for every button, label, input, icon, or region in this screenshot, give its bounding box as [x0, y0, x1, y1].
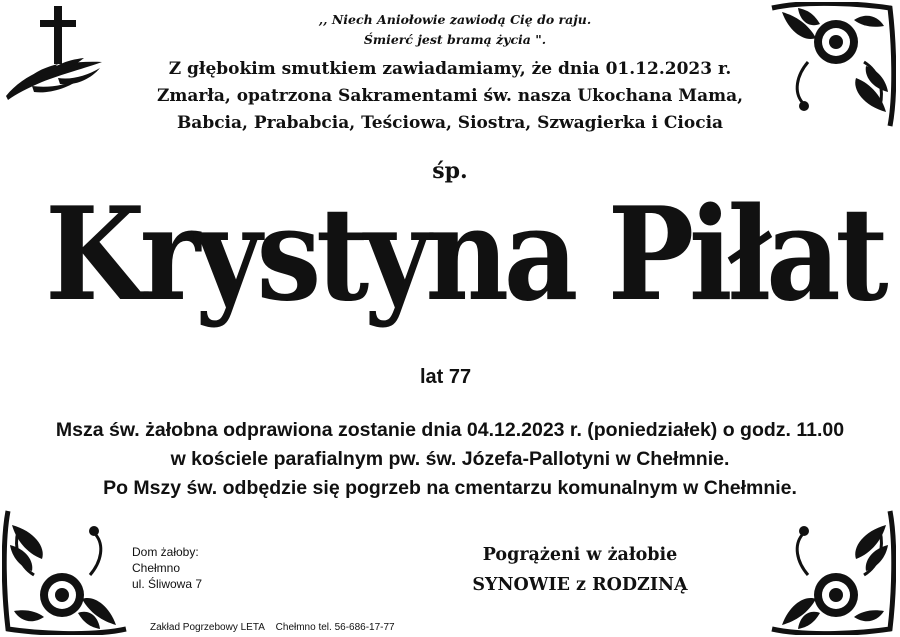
funeral-info-line-2: w kościele parafialnym pw. św. Józefa-Pallotyni w Chełmnie. [170, 448, 730, 470]
intro-line-3: Babcia, Prababcia, Teściowa, Siostra, Szwagierka i Ciocia [176, 113, 724, 133]
quote-line-1: ,, Niech Aniołowie zawiodą Cię do raju. [318, 12, 592, 27]
announcement-intro [110, 56, 790, 137]
mourners-line-2: SYNOWIE z RODZINĄ [472, 575, 688, 595]
deceased-age: lat 77 [420, 366, 472, 388]
funeral-home-street: ul. Śliwowa 7 [132, 577, 203, 591]
intro-line-2: Zmarła, opatrzona Sakramentami św. nasza Ukochana Mama, [156, 86, 744, 106]
funeral-info [0, 416, 900, 503]
footer-contact: Chełmno tel. 56-686-17-77 [275, 622, 395, 633]
footer-company: Zakład Pogrzebowy LETA [150, 622, 265, 633]
intro-line-1: Z głębokim smutkiem zawiadamiamy, że dnia 01.12.2023 r. [168, 59, 732, 79]
mourners-signature [420, 540, 740, 600]
deceased-name: Krystyna Piłat [45, 180, 884, 330]
floral-corner-ornament-bottom-left [2, 507, 130, 635]
honorific: śp. [432, 158, 468, 184]
mourners-line-1: Pogrążeni w żałobie [482, 545, 678, 565]
funeral-home-address [132, 544, 272, 592]
floral-corner-ornament-bottom-right [768, 507, 896, 635]
cross-with-palm-icon [2, 2, 106, 102]
funeral-info-line-3: Po Mszy św. odbędzie się pogrzeb na cmentarzu komunalnym w Chełmnie. [103, 477, 797, 499]
funeral-home-label: Dom żałoby: [132, 545, 199, 559]
funeral-info-line-1: Msza św. żałobna odprawiona zostanie dnia 04.12.2023 r. (poniedziałek) o godz. 11.00 [55, 419, 845, 441]
funeral-home-city: Chełmno [132, 561, 181, 575]
religious-quote [290, 10, 620, 50]
quote-line-2: Śmierć jest bramą życia ". [363, 32, 547, 47]
funeral-company-footer [150, 622, 650, 633]
